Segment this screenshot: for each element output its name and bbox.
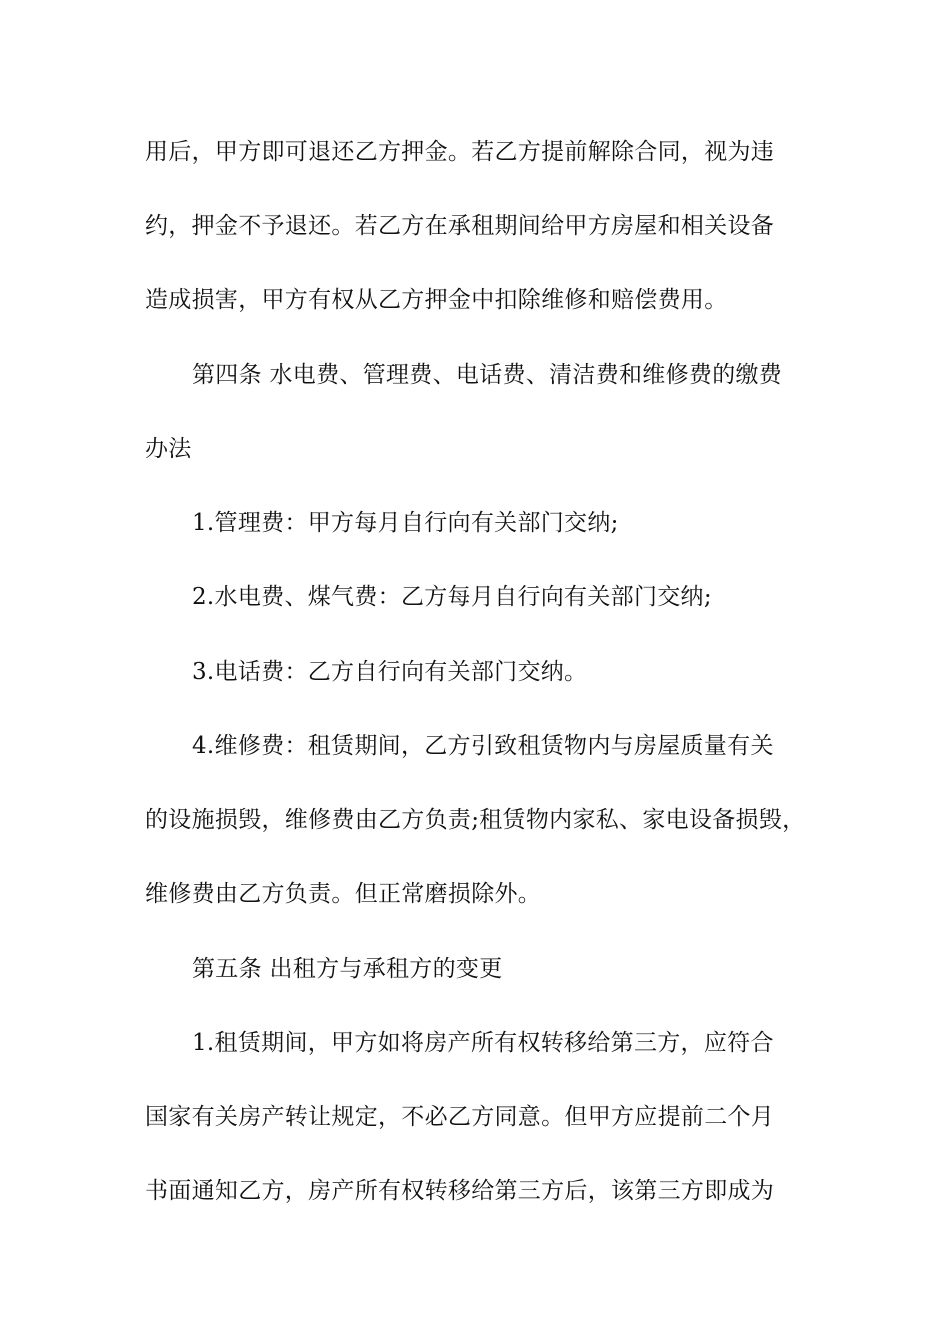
body-line: 维修费由乙方负责。但正常磨损除外。 <box>145 881 542 907</box>
body-line: 国家有关房产转让规定，不必乙方同意。但甲方应提前二个月 <box>145 1104 775 1130</box>
body-line: 造成损害，甲方有权从乙方押金中扣除维修和赔偿费用。 <box>145 287 728 313</box>
body-line: 的设施损毁，维修费由乙方负责;租赁物内家私、家电设备损毁， <box>145 807 806 833</box>
body-line: 约，押金不予退还。若乙方在承租期间给甲方房屋和相关设备 <box>145 213 775 239</box>
list-item: 1.管理费：甲方每月自行向有关部门交纳; <box>192 510 619 536</box>
list-item: 1.租赁期间，甲方如将房产所有权转移给第三方，应符合 <box>192 1030 774 1056</box>
body-line: 办法 <box>145 436 192 462</box>
body-line: 用后，甲方即可退还乙方押金。若乙方提前解除合同，视为违 <box>145 139 775 165</box>
list-item: 3.电话费：乙方自行向有关部门交纳。 <box>192 659 588 685</box>
article-heading: 第四条 水电费、管理费、电话费、清洁费和维修费的缴费 <box>192 362 783 388</box>
list-item: 2.水电费、煤气费：乙方每月自行向有关部门交纳; <box>192 584 712 610</box>
body-line: 书面通知乙方，房产所有权转移给第三方后，该第三方即成为 <box>145 1178 775 1204</box>
list-item: 4.维修费：租赁期间，乙方引致租赁物内与房屋质量有关 <box>192 733 774 759</box>
article-heading: 第五条 出租方与承租方的变更 <box>192 956 503 982</box>
